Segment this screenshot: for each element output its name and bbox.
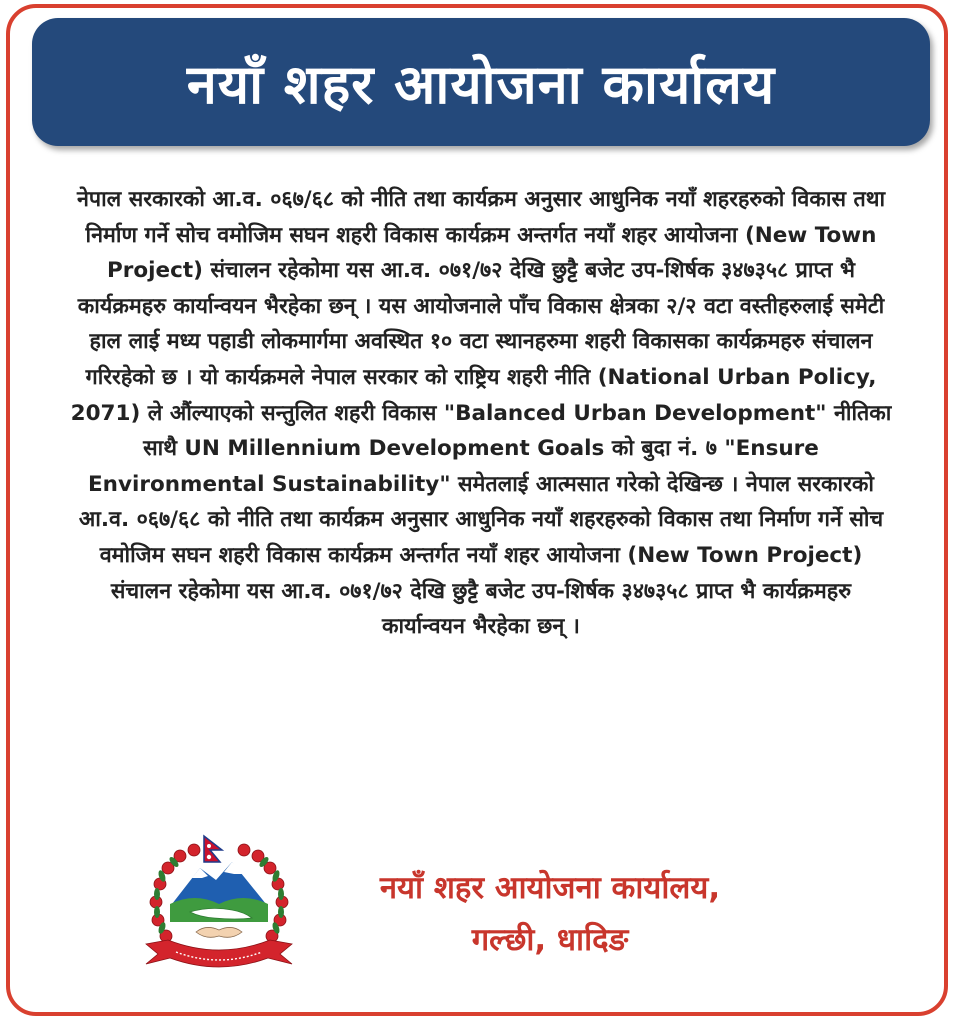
body-paragraph: नेपाल सरकारको आ.व. ०६७/६८ को नीति तथा कार्यक्रम अनुसार आधुनिक नयाँ शहरहरुको विकास तथा निर्माण गर्ने सोच वमोजिम सघन शहरी विकास कार्यक्रम अन्तर्गत नयाँ शहर आयोजना (New Town Project) संचालन रहेकोमा यस आ.व. ०७१/७२ देखि छुट्टै बजेट उप-शिर्षक ३४७३५८ प्राप्त भै कार्यक्रमहरु कार्यान्वयन भैरहेका छन् । यस आयोजनाले पाँच विकास क्षेत्रका २/२ वटा वस्तीहरुलाई समेटी हाल लाई मध्य पहाडी लोकमार्गमा अवस्थित १० वटा स्थानहरुमा शहरी विकासका कार्यक्रमहरु संचालन गरिरहेको छ । यो कार्यक्रमले नेपाल सरकार को राष्ट्रिय शहरी नीति (National Urban Policy, 2071) ले औंल्याएको सन्तुलित शहरी विकास "Balanced Urban Development" नीतिका साथै UN Millennium Development Goals को बुदा नं. ७ "Ensure Environmental Sustainability" समेतलाई आत्मसात गरेको देखिन्छ । नेपाल सरकारको आ.व. ०६७/६८ को नीति तथा कार्यक्रम अनुसार आधुनिक नयाँ शहरहरुको विकास तथा निर्माण गर्ने सोच वमोजिम सघन शहरी विकास कार्यक्रम अन्तर्गत नयाँ शहर आयोजना (New Town Project) संचालन रहेकोमा यस आ.व. ०७१/७२ देखि छुट्टै बजेट उप-शिर्षक ३४७३५८ प्राप्त भै कार्यक्रमहरु कार्यान्वयन भैरहेका छन् ।: [70, 187, 892, 640]
page-title: नयाँ शहर आयोजना कार्यालय: [186, 53, 776, 116]
office-address: [300, 862, 800, 966]
office-name: नयाँ शहर आयोजना कार्यालय,: [379, 870, 721, 906]
nepal-government-emblem-icon: [140, 832, 298, 972]
flag-icon: [204, 836, 222, 862]
office-location: गल्छी, धादिङ: [471, 922, 629, 958]
title-banner: [32, 18, 930, 146]
